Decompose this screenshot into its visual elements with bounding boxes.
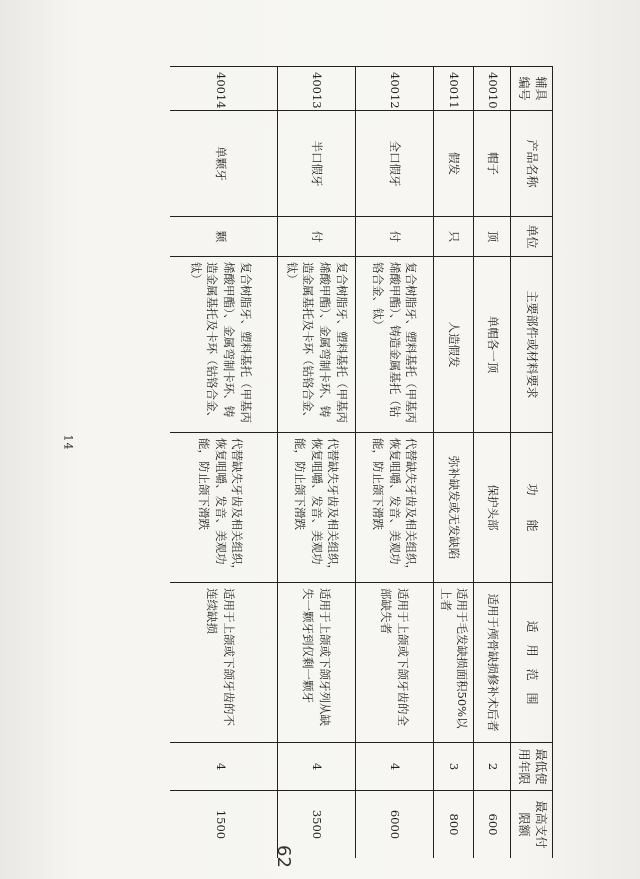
assistive-device-table: [170, 66, 553, 858]
header-function: 功 能: [511, 433, 553, 583]
table-row: [170, 67, 277, 859]
cell-max-payment: 6000: [355, 791, 433, 859]
cell-unit: 付: [355, 217, 433, 257]
cell-scope: 适用于上颌或下颌牙列从缺失一颗牙到仅剩一颗牙: [277, 583, 355, 743]
cell-min-years: 4: [170, 743, 277, 791]
page-number: 14: [61, 434, 75, 451]
cell-min-years: 3: [433, 743, 473, 791]
header-scope: 适 用 范 围: [511, 583, 553, 743]
cell-scope: 适用于上颌或下颌牙齿的不连续缺损: [170, 583, 277, 743]
cell-max-payment: 3500: [277, 791, 355, 859]
header-code: 辅具编号: [511, 67, 553, 111]
header-name: 产品名称: [511, 111, 553, 217]
cell-unit: 付: [277, 217, 355, 257]
cell-scope: 适用于上颌或下颌牙齿的全部缺失者: [355, 583, 433, 743]
cell-code: 40013: [277, 67, 355, 111]
header-max-payment: 最高支付限额: [511, 791, 553, 859]
header-min-years: 最低使用年限: [511, 743, 553, 791]
cell-scope: 适用于毛发缺损面积50%以上者: [433, 583, 473, 743]
cell-function: 保护头部: [474, 433, 511, 583]
cell-code: 40010: [474, 67, 511, 111]
header-unit: 单位: [511, 217, 553, 257]
cell-max-payment: 600: [474, 791, 511, 859]
cell-material: 复合树脂牙、塑料基托（甲基丙烯酸甲酯）、铸造金属基托（钴铬合金、钛）: [355, 257, 433, 433]
header-material: 主要部件或材料要求: [511, 257, 553, 433]
cell-material: 人造假发: [433, 257, 473, 433]
cell-name: 假发: [433, 111, 473, 217]
cell-material: 复合树脂牙、塑料基托（甲基丙烯酸甲酯）、金属弯制卡环、铸造金属基托及卡环（钴铬合金、钛）: [170, 257, 277, 433]
table-row: [474, 67, 511, 859]
cell-name: 全口假牙: [355, 111, 433, 217]
cell-function: 代替缺失牙齿及相关组织，恢复咀嚼、发音、美观功能，防止颌下滑跌: [170, 433, 277, 583]
table-row: [433, 67, 473, 859]
cell-unit: 颗: [170, 217, 277, 257]
cell-min-years: 2: [474, 743, 511, 791]
cell-name: 半口假牙: [277, 111, 355, 217]
cell-function: 弥补缺发或无发缺陷: [433, 433, 473, 583]
cell-function: 代替缺失牙齿及相关组织，恢复咀嚼、发音、美观功能，防止颌下滑跌: [277, 433, 355, 583]
cell-max-payment: 1500: [170, 791, 277, 859]
cell-code: 40011: [433, 67, 473, 111]
cell-material: 复合树脂牙、塑料基托（甲基丙烯酸甲酯）、金属弯制卡环、铸造金属基托及卡环（钴铬合金、钛）: [277, 257, 355, 433]
cell-function: 代替缺失牙齿及相关组织，恢复咀嚼、发音、美观功能，防止颌下滑跌: [355, 433, 433, 583]
cell-material: 单帽各一顶: [474, 257, 511, 433]
cell-name: 单颗牙: [170, 111, 277, 217]
table-header-row: [511, 67, 553, 859]
cell-name: 帽子: [474, 111, 511, 217]
cell-unit: 只: [433, 217, 473, 257]
cell-code: 40014: [170, 67, 277, 111]
cell-unit: 顶: [474, 217, 511, 257]
handwritten-page-mark: 62: [272, 845, 294, 868]
cell-min-years: 4: [355, 743, 433, 791]
assistive-device-table-frame: [170, 66, 553, 858]
table-row: [277, 67, 355, 859]
rotated-table-container: [170, 66, 553, 858]
cell-min-years: 4: [277, 743, 355, 791]
cell-max-payment: 800: [433, 791, 473, 859]
cell-scope: 适用于颅骨缺损修补术后者: [474, 583, 511, 743]
cell-code: 40012: [355, 67, 433, 111]
table-row: [355, 67, 433, 859]
